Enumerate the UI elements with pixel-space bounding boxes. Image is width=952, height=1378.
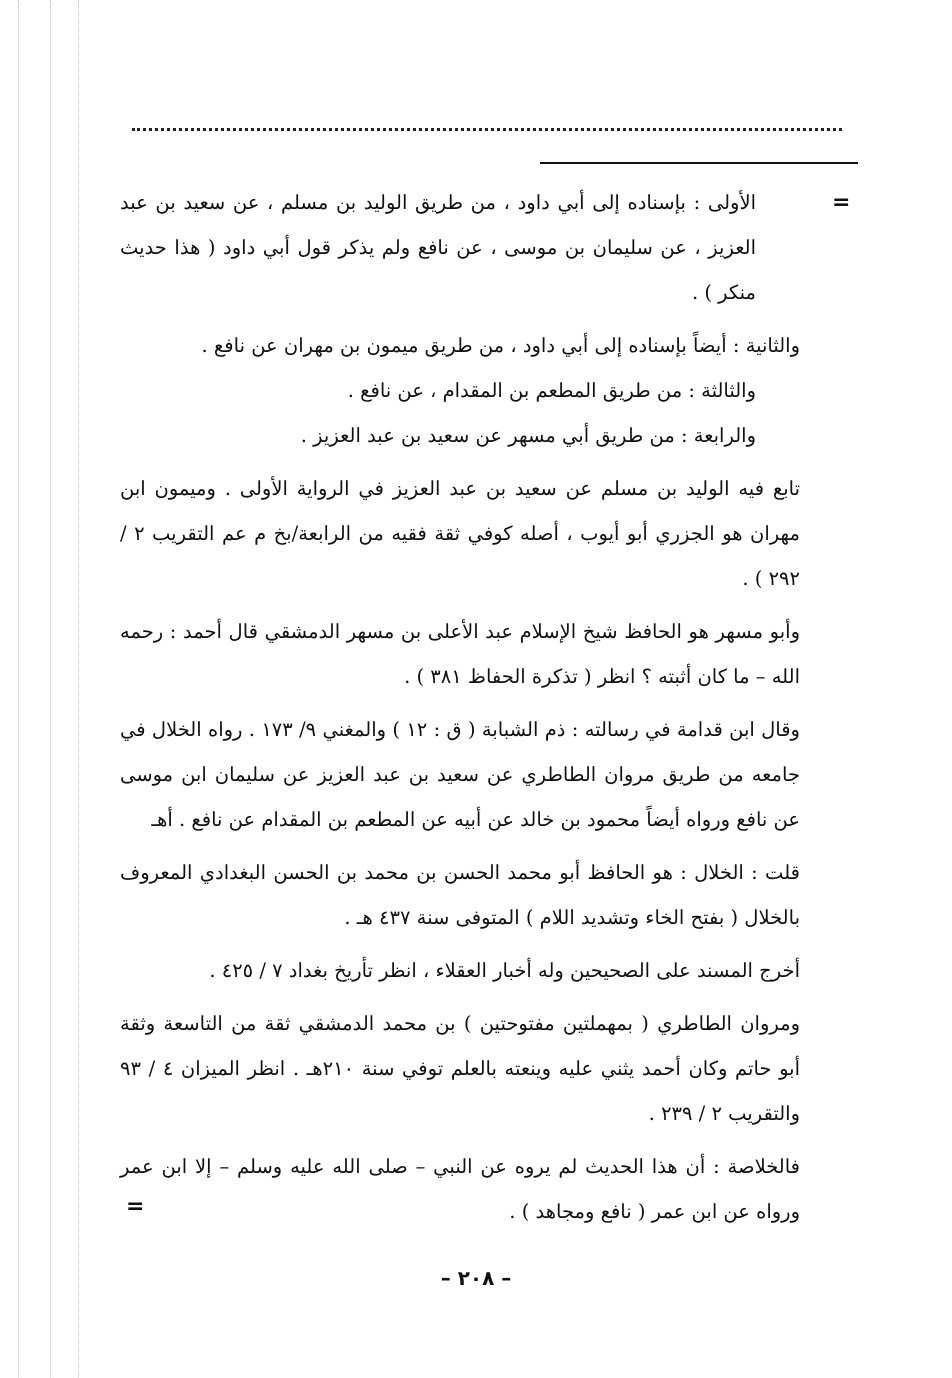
- margin-guide-line: [78, 0, 79, 1378]
- paragraph: والثانية : أيضاً بإسناده إلى أبي داود ، من طريق ميمون بن مهران عن نافع .: [201, 334, 800, 357]
- paragraph: أخرج المسند على الصحيحين وله أخبار العقلاء ، انظر تأريخ بغداد ٧ / ٤٢٥ .: [209, 959, 800, 982]
- paragraph: تابع فيه الوليد بن مسلم عن سعيد بن عبد العزيز في الرواية الأولى . وميمون ابن مهران هو الجزري أبو أيوب ، أصله كوفي ثقة فقيه من الرابعة/بخ م عم التقريب ٢ / ٢٩٢ ) .: [120, 477, 800, 590]
- footnote-body: [120, 180, 800, 1242]
- dotted-separator: [132, 128, 842, 131]
- paragraph: قلت : الخلال : هو الحافظ أبو محمد الحسن بن محمد بن الحسن البغدادي المعروف بالخلال ( بفتح الخاء وتشديد اللام ) المتوفى سنة ٤٣٧ هـ .: [120, 861, 800, 929]
- page-number: – ٢٠٨ –: [440, 1266, 512, 1290]
- paragraph: وقال ابن قدامة في رسالته : ذم الشبابة ( ق : ١٢ ) والمغني ٩/ ١٧٣ . رواه الخلال في جامعه من طريق مروان الطاطري عن سعيد بن عبد العزيز عن سليمان ابن موسى عن نافع ورواه أيضاً محمود بن خالد عن أبيه عن المطعم بن المقدام عن نافع . أهـ: [120, 718, 800, 831]
- paragraph: والثالثة : من طريق المطعم بن المقدام ، عن نافع .: [347, 379, 756, 402]
- paragraph: فالخلاصة : أن هذا الحديث لم يروه عن النبي – صلى الله عليه وسلم – إلا ابن عمر ورواه عن ابن عمر ( نافع ومجاهد ) .: [120, 1155, 800, 1223]
- paragraph: الأولى : بإسناده إلى أبي داود ، من طريق الوليد بن مسلم ، عن سعيد بن عبد العزيز ، عن سليمان بن موسى ، عن نافع ولم يذكر قول أبي داود ( هذا حديث منكر ) .: [120, 191, 756, 304]
- margin-guide-line: [50, 0, 51, 1378]
- continuation-mark-bottom: =: [126, 1194, 145, 1219]
- paragraph: ومروان الطاطري ( بمهملتين مفتوحتين ) بن محمد الدمشقي ثقة من التاسعة وثقة أبو حاتم وكان أحمد يثني عليه وينعته بالعلم توفي سنة ٢١٠هـ . انظر الميزان ٤ / ٩٣ والتقريب ٢ / ٢٣٩ .: [120, 1012, 801, 1125]
- continuation-mark-top: =: [832, 190, 851, 215]
- footnote-separator: [540, 162, 858, 164]
- margin-guide-line: [18, 0, 19, 1378]
- paragraph: والرابعة : من طريق أبي مسهر عن سعيد بن عبد العزيز .: [300, 424, 756, 447]
- paragraph: وأبو مسهر هو الحافظ شيخ الإسلام عبد الأعلى بن مسهر الدمشقي قال أحمد : رحمه الله – ما كان أثبته ؟ انظر ( تذكرة الحفاظ ٣٨١ ) .: [120, 620, 800, 688]
